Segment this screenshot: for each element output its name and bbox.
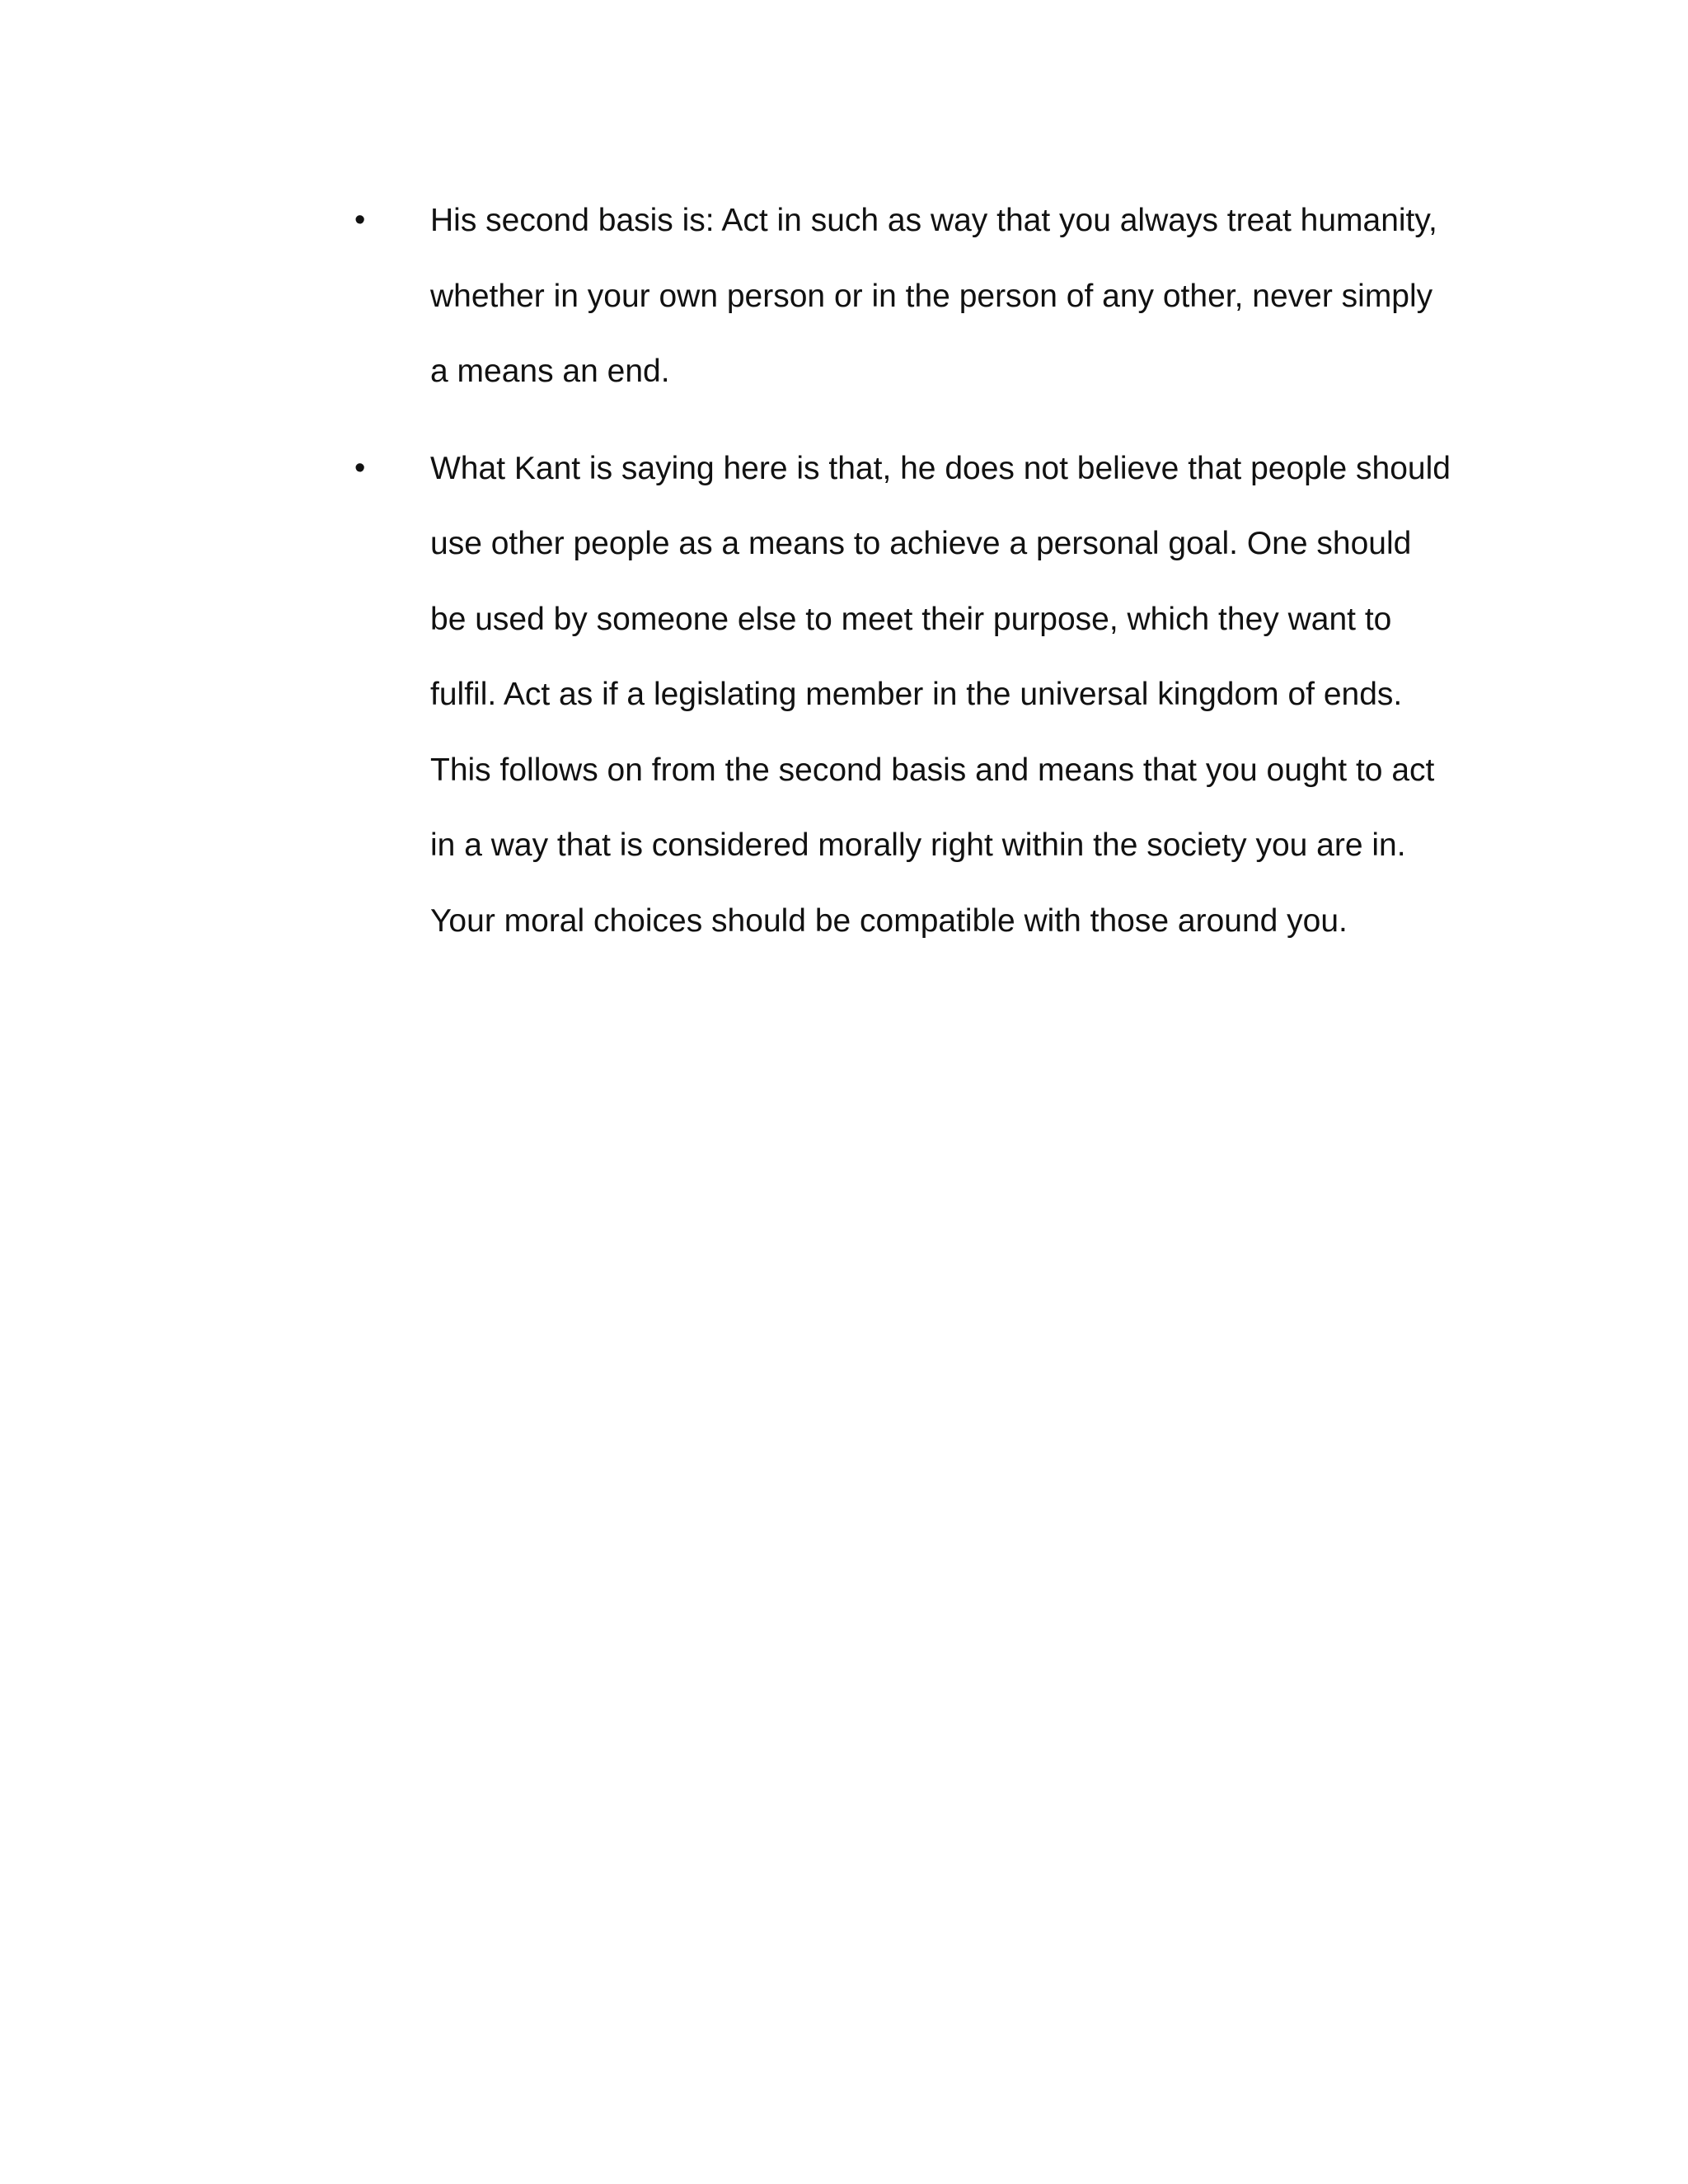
bullet-icon: • [354, 450, 366, 485]
bullet-paragraph [430, 183, 1484, 410]
bullet-icon: • [354, 203, 366, 237]
text-line: a means an end. [430, 354, 670, 389]
text-line: What Kant is saying here is that, he does not believe that people should [430, 450, 1451, 486]
text-line: in a way that is considered morally right within the society you are in. [430, 827, 1406, 863]
text-line: whether in your own person or in the person of any other, never simply [430, 278, 1433, 314]
text-line: be used by someone else to meet their purpose, which they want to [430, 601, 1392, 637]
text-line: use other people as a means to achieve a personal goal. One should [430, 526, 1412, 561]
bullet-paragraph [430, 431, 1484, 959]
bullet-list [346, 183, 1484, 980]
bullet-item-second-basis [346, 183, 1484, 410]
text-line: This follows on from the second basis and means that you ought to act [430, 752, 1435, 788]
bullet-item-kant-explanation [346, 431, 1484, 959]
text-line: fulfil. Act as if a legislating member in the universal kingdom of ends. [430, 677, 1403, 712]
text-line: His second basis is: Act in such as way that you always treat humanity, [430, 203, 1437, 238]
text-line: Your moral choices should be compatible with those around you. [430, 902, 1348, 939]
